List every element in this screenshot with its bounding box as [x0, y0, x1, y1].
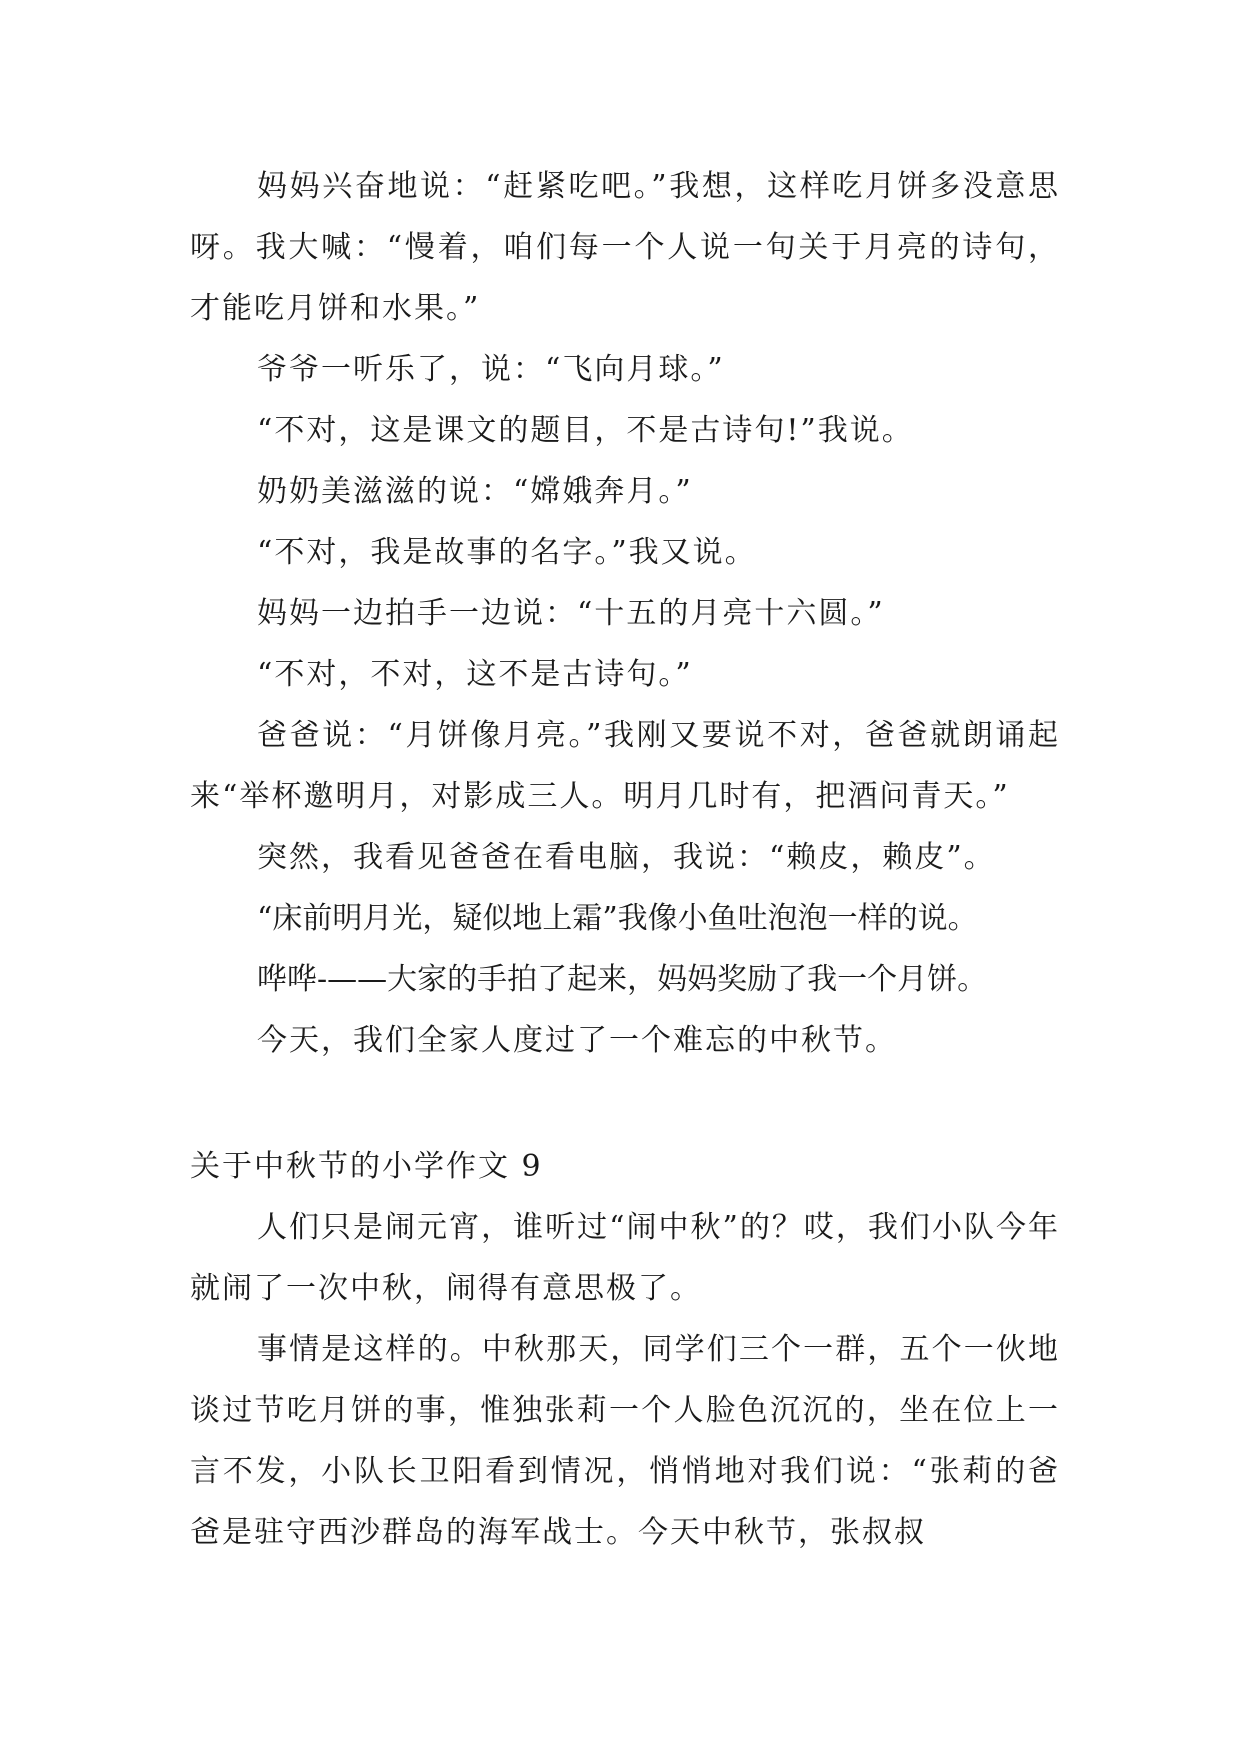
paragraph: 哗哗-——大家的手拍了起来，妈妈奖励了我一个月饼。	[257, 962, 988, 997]
paragraph: 妈妈一边拍手一边说：“十五的月亮十六圆。”	[257, 596, 885, 631]
paragraph: 人们只是闹元宵，谁听过“闹中秋”的？哎，我们小队今年就闹了一次中秋，闹得有意思极了。	[190, 1210, 1060, 1306]
paragraph: “不对，不对，这不是古诗句。”	[257, 657, 693, 692]
paragraph: 妈妈兴奋地说：“赶紧吃吧。”我想，这样吃月饼多没意思呀。我大喊：“慢着，咱们每一个人说一句关于月亮的诗句，才能吃月饼和水果。”	[190, 169, 1060, 326]
document-body	[190, 156, 1060, 1563]
paragraph: 今天，我们全家人度过了一个难忘的中秋节。	[257, 1023, 897, 1058]
section-title: 关于中秋节的小学作文 9	[190, 1149, 543, 1184]
paragraph: 奶奶美滋滋的说：“嫦娥奔月。”	[257, 474, 693, 509]
paragraph: 突然，我看见爸爸在看电脑，我说：“赖皮，赖皮”。	[257, 840, 996, 875]
paragraph: 爷爷一听乐了，说：“飞向月球。”	[257, 352, 725, 387]
paragraph: 事情是这样的。中秋那天，同学们三个一群，五个一伙地谈过节吃月饼的事，惟独张莉一个人脸色沉沉的，坐在位上一言不发，小队长卫阳看到情况，悄悄地对我们说：“张莉的爸爸是驻守西沙群岛的海军战士。今天中秋节，张叔叔	[190, 1332, 1060, 1550]
section-spacer	[190, 1071, 1060, 1136]
paragraph: 爸爸说：“月饼像月亮。”我刚又要说不对，爸爸就朗诵起来“举杯邀明月，对影成三人。明月几时有，把酒问青天。”	[190, 718, 1060, 814]
paragraph: “床前明月光，疑似地上霜”我像小鱼吐泡泡一样的说。	[257, 901, 978, 936]
paragraph: “不对，我是故事的名字。”我又说。	[257, 535, 757, 570]
paragraph: “不对，这是课文的题目，不是古诗句!”我说。	[257, 413, 914, 448]
